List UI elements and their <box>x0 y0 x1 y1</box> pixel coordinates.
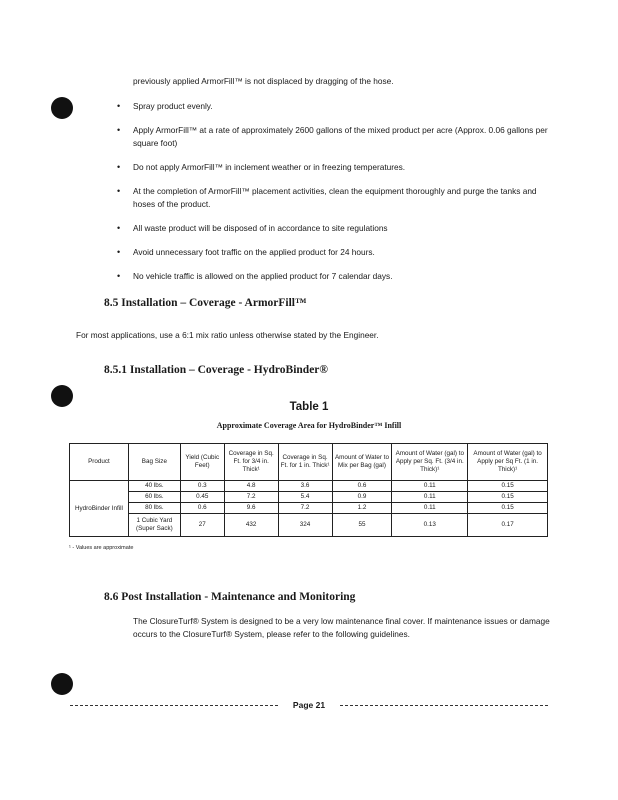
coverage-table <box>69 443 548 537</box>
header-cell: Amount of Water to Mix per Bag (gal) <box>332 444 392 481</box>
table-cell: 3.6 <box>278 481 332 492</box>
section-8-6-heading: 8.6 Post Installation - Maintenance and Monitoring <box>104 591 356 603</box>
list-item: • Do not apply ArmorFill™ in inclement weather or in freezing temperatures. <box>117 161 557 174</box>
table-cell: 1 Cubic Yard (Super Sack) <box>128 514 180 537</box>
table-row <box>70 514 548 537</box>
table-cell: 0.15 <box>468 481 548 492</box>
list-item: • At the completion of ArmorFill™ placement activities, clean the equipment thoroughly and purge the tanks and hoses of the product. <box>117 185 557 211</box>
table-cell: 0.15 <box>468 492 548 503</box>
table-cell: 0.11 <box>392 503 468 514</box>
intro-line: previously applied ArmorFill™ is not displaced by dragging of the hose. <box>133 76 394 86</box>
table-cell: 0.11 <box>392 481 468 492</box>
table-cell: 0.11 <box>392 492 468 503</box>
table-cell: 0.6 <box>332 481 392 492</box>
table-cell: 40 lbs. <box>128 481 180 492</box>
page-footer <box>70 700 548 712</box>
table-cell: 55 <box>332 514 392 537</box>
table-row <box>70 481 548 492</box>
header-cell: Amount of Water (gal) to Apply per Sq Ft. (1 in. Thick)¹ <box>468 444 548 481</box>
list-item: • All waste product will be disposed of in accordance to site regulations <box>117 222 557 235</box>
table-row <box>70 503 548 514</box>
section-8-6-body: The ClosureTurf® System is designed to be a very low maintenance final cover. If maintenance issues or damage occurs to the ClosureTurf® System, please refer to the following guidelines. <box>133 616 550 639</box>
table-caption: Approximate Coverage Area for HydroBinder™ Infill <box>216 421 402 430</box>
table-cell: 27 <box>180 514 224 537</box>
instruction-list <box>117 100 557 294</box>
page-number: Page 21 <box>292 700 326 710</box>
table-cell: 9.6 <box>224 503 278 514</box>
header-cell: Bag Size <box>128 444 180 481</box>
table-cell: 5.4 <box>278 492 332 503</box>
table-header-row <box>70 444 548 481</box>
table-title: Table 1 <box>289 401 329 413</box>
table-cell: 432 <box>224 514 278 537</box>
table-cell: 1.2 <box>332 503 392 514</box>
header-cell: Coverage in Sq. Ft. for 1 in. Thick¹ <box>278 444 332 481</box>
table-row <box>70 492 548 503</box>
footer-rule-right <box>340 705 548 706</box>
table-cell: 0.6 <box>180 503 224 514</box>
table-cell: 7.2 <box>224 492 278 503</box>
header-cell: Product <box>70 444 129 481</box>
binder-hole-top <box>51 97 73 119</box>
table-cell: 60 lbs. <box>128 492 180 503</box>
table-cell: 0.3 <box>180 481 224 492</box>
list-item: • Spray product evenly. <box>117 100 557 113</box>
table-cell: 0.9 <box>332 492 392 503</box>
table-cell: 324 <box>278 514 332 537</box>
table-cell: 80 lbs. <box>128 503 180 514</box>
footer-rule-left <box>70 705 278 706</box>
list-item: • Avoid unnecessary foot traffic on the applied product for 24 hours. <box>117 246 557 259</box>
table-cell: 0.17 <box>468 514 548 537</box>
table-cell: 4.8 <box>224 481 278 492</box>
binder-hole-bottom <box>51 673 73 695</box>
product-cell: HydroBinder Infill <box>70 481 129 537</box>
table-cell: 7.2 <box>278 503 332 514</box>
table-cell: 0.13 <box>392 514 468 537</box>
list-item: • Apply ArmorFill™ at a rate of approximately 2600 gallons of the mixed product per acre (Approx. 0.06 gallons per square foot) <box>117 124 557 150</box>
header-cell: Coverage in Sq. Ft. for 3/4 in. Thick¹ <box>224 444 278 481</box>
header-cell: Amount of Water (gal) to Apply per Sq. Ft. (3/4 in. Thick)¹ <box>392 444 468 481</box>
section-8-5-1-heading: 8.5.1 Installation – Coverage - HydroBinder® <box>104 364 329 376</box>
section-8-5-body: For most applications, use a 6:1 mix ratio unless otherwise stated by the Engineer. <box>76 330 379 340</box>
table-footnote: ¹ - Values are approximate <box>69 545 134 551</box>
header-cell: Yield (Cubic Feet) <box>180 444 224 481</box>
table-cell: 0.45 <box>180 492 224 503</box>
list-item: • No vehicle traffic is allowed on the applied product for 7 calendar days. <box>117 270 557 283</box>
section-8-5-heading: 8.5 Installation – Coverage - ArmorFill™ <box>104 297 307 309</box>
table-cell: 0.15 <box>468 503 548 514</box>
